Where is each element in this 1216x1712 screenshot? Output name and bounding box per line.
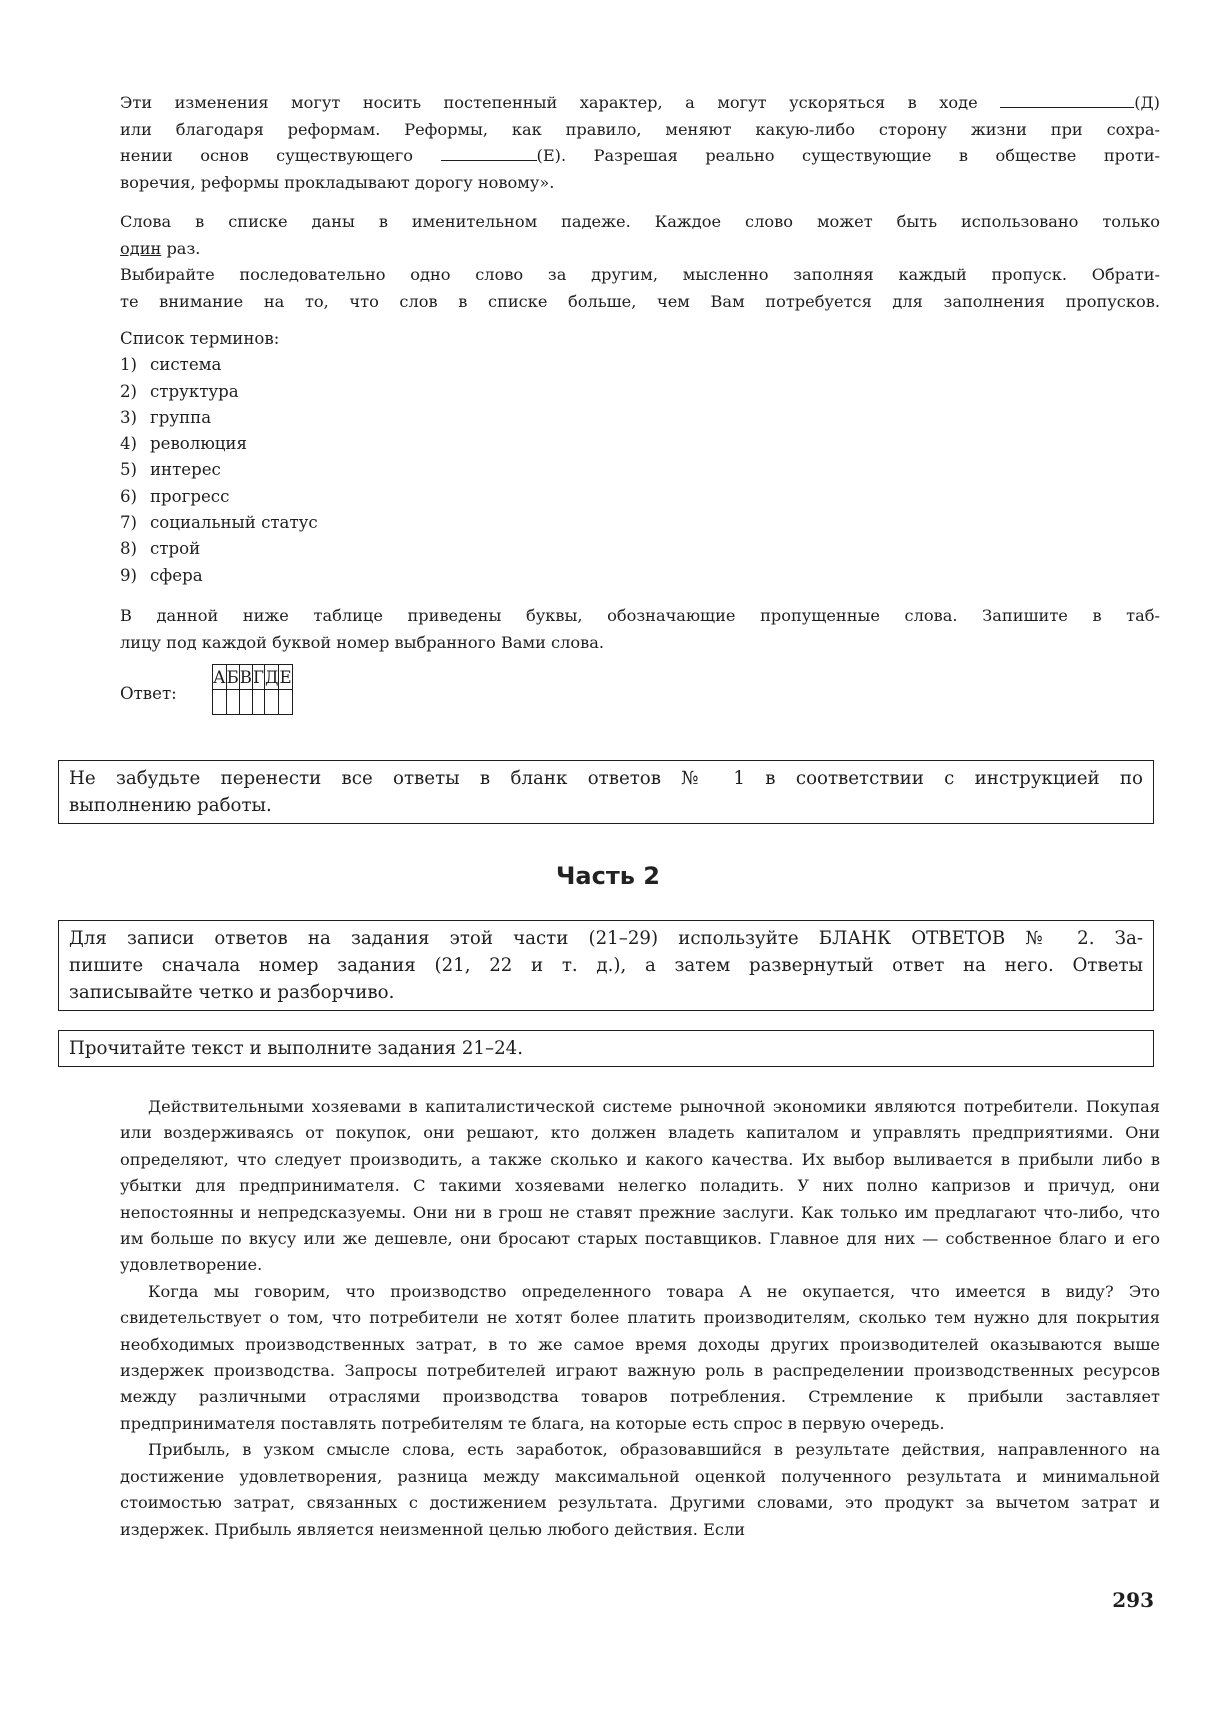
- answer-letter-v: В: [239, 665, 252, 690]
- answer-letter-e: Е: [279, 665, 292, 690]
- list-item: 8) строй: [120, 539, 201, 559]
- instruction-line-1: Слова в списке даны в именительном падеже. Каждое слово может быть использовано только: [120, 212, 1160, 231]
- instruction-line-4: те внимание на то, что слов в списке больше, чем Вам потребуется для заполнения пропусков.: [120, 291, 1160, 311]
- text-paragraph-2: Когда мы говорим, что производство определенного товара А не окупается, что имеется в виду? Это свидетельствует о том, что потребители не хотят более платить производителям, сколько тем нужно для покрытия необходимых производственных затрат, в то же самое время доходы других производителей оказываются выше издержек производства. Запросы потребителей играют важную роль в распределении производственных ресурсов между различными отраслями производства товаров потребления. Стремление к прибыли заставляет предпринимателя поставлять потребителям те блага, на которые есть спрос в первую очередь.: [120, 1281, 1160, 1433]
- list-item: 9) сфера: [120, 565, 203, 585]
- list-item: 3) группа: [120, 407, 212, 427]
- text-paragraph-3: Прибыль, в узком смысле слова, есть заработок, образовавшийся в результате действия, направленного на достижение удовлетворения, разница между максимальной оценкой полученного результата и минимальной стоимостью затрат, связанных с достижением результата. Другими словами, это продукт за вычетом затрат и издержек. Прибыль является неизменной целью любого действия. Если: [120, 1440, 1160, 1539]
- list-item: 7) социальный статус: [120, 513, 318, 533]
- read-text-box: [58, 1030, 1154, 1067]
- table-instruction-line-2: лицу под каждой буквой номер выбранного Вами слова.: [120, 632, 605, 652]
- answer-cell-d[interactable]: [264, 690, 279, 715]
- list-item: 1) система: [120, 355, 222, 375]
- answer-label: Ответ:: [120, 684, 177, 703]
- blank-e: [441, 144, 537, 161]
- instruction-line-2: один раз.: [120, 238, 201, 258]
- part-2-line-3: записывайте четко и разборчиво.: [69, 982, 395, 1003]
- list-item: 6) прогресс: [120, 486, 230, 506]
- part-2-line-1: Для записи ответов на задания этой части (21–29) используйте БЛАНК ОТВЕТОВ № 2. За-: [69, 928, 1143, 949]
- instruction-line-3: Выбирайте последовательно одно слово за другим, мысленно заполняя каждый пропуск. Обрати-: [120, 265, 1160, 284]
- instructions: [120, 209, 1160, 315]
- answer-cell-g[interactable]: [252, 690, 264, 715]
- answer-letter-d: Д: [264, 665, 279, 690]
- answer-cell-v[interactable]: [239, 690, 252, 715]
- terms-list: [120, 326, 1160, 589]
- table-instructions: [120, 603, 1160, 656]
- page-number: 293: [1112, 1588, 1154, 1612]
- text-paragraph-1: Действительными хозяевами в капиталистической системе рыночной экономики являются потребители. Покупая или воздерживаясь от покупок, они решают, кто должен владеть капиталом и управлять предприятиями. Они определяют, что следует производить, а также сколько и какого качества. Их выбор выливается в прибыли либо в убытки для предпринимателя. С такими хозяевами нелегко поладить. У них полно капризов и причуд, они непостоянны и непредсказуемы. Они ни в грош не ставят прежние заслуги. Как только им предлагают что-либо, что им больше по вкусу или же дешевле, они бросают старых поставщиков. Главное для них — собственное благо и его удовлетворение.: [120, 1097, 1160, 1275]
- blank-d: [1000, 91, 1134, 108]
- terms-title: Список терминов:: [120, 329, 280, 348]
- intro-line-3: нении основ существующего (Е). Разрешая реально существующие в обществе проти-: [120, 146, 1160, 165]
- answer-letters-row: [213, 665, 293, 690]
- intro-line-4: воречия, реформы прокладывают дорогу новому».: [120, 172, 555, 192]
- list-item: 4) революция: [120, 434, 247, 454]
- intro-line-2: или благодаря реформам. Реформы, как правило, меняют какую-либо сторону жизни при сохра-: [120, 119, 1160, 139]
- answer-cell-a[interactable]: [213, 690, 227, 715]
- reminder-box: [58, 760, 1154, 824]
- part-2-title: Часть 2: [556, 862, 660, 890]
- intro-line-1: Эти изменения могут носить постепенный характер, а могут ускоряться в ходе (Д): [120, 93, 1160, 112]
- part-2-line-2: пишите сначала номер задания (21, 22 и т. д.), а затем развернутый ответ на него. Ответы: [69, 955, 1143, 976]
- answer-cell-e[interactable]: [279, 690, 292, 715]
- reminder-line-1: Не забудьте перенести все ответы в бланк ответов № 1 в соответствии с инструкцией по: [69, 768, 1143, 789]
- part-2-instructions-box: [58, 920, 1154, 1011]
- source-text: [120, 1094, 1160, 1543]
- list-item: 2) структура: [120, 381, 239, 401]
- intro-paragraph: [120, 90, 1160, 196]
- answer-letter-g: Г: [252, 665, 264, 690]
- read-text-instruction: Прочитайте текст и выполните задания 21–24.: [69, 1038, 524, 1059]
- answer-cell-b[interactable]: [226, 690, 239, 715]
- table-instruction-line-1: В данной ниже таблице приведены буквы, обозначающие пропущенные слова. Запишите в таб-: [120, 606, 1160, 625]
- answer-input-row: [213, 690, 293, 715]
- reminder-line-2: выполнению работы.: [69, 795, 272, 816]
- answer-table: [212, 664, 293, 715]
- answer-letter-a: А: [213, 665, 227, 690]
- list-item: 5) интерес: [120, 460, 221, 480]
- answer-letter-b: Б: [226, 665, 239, 690]
